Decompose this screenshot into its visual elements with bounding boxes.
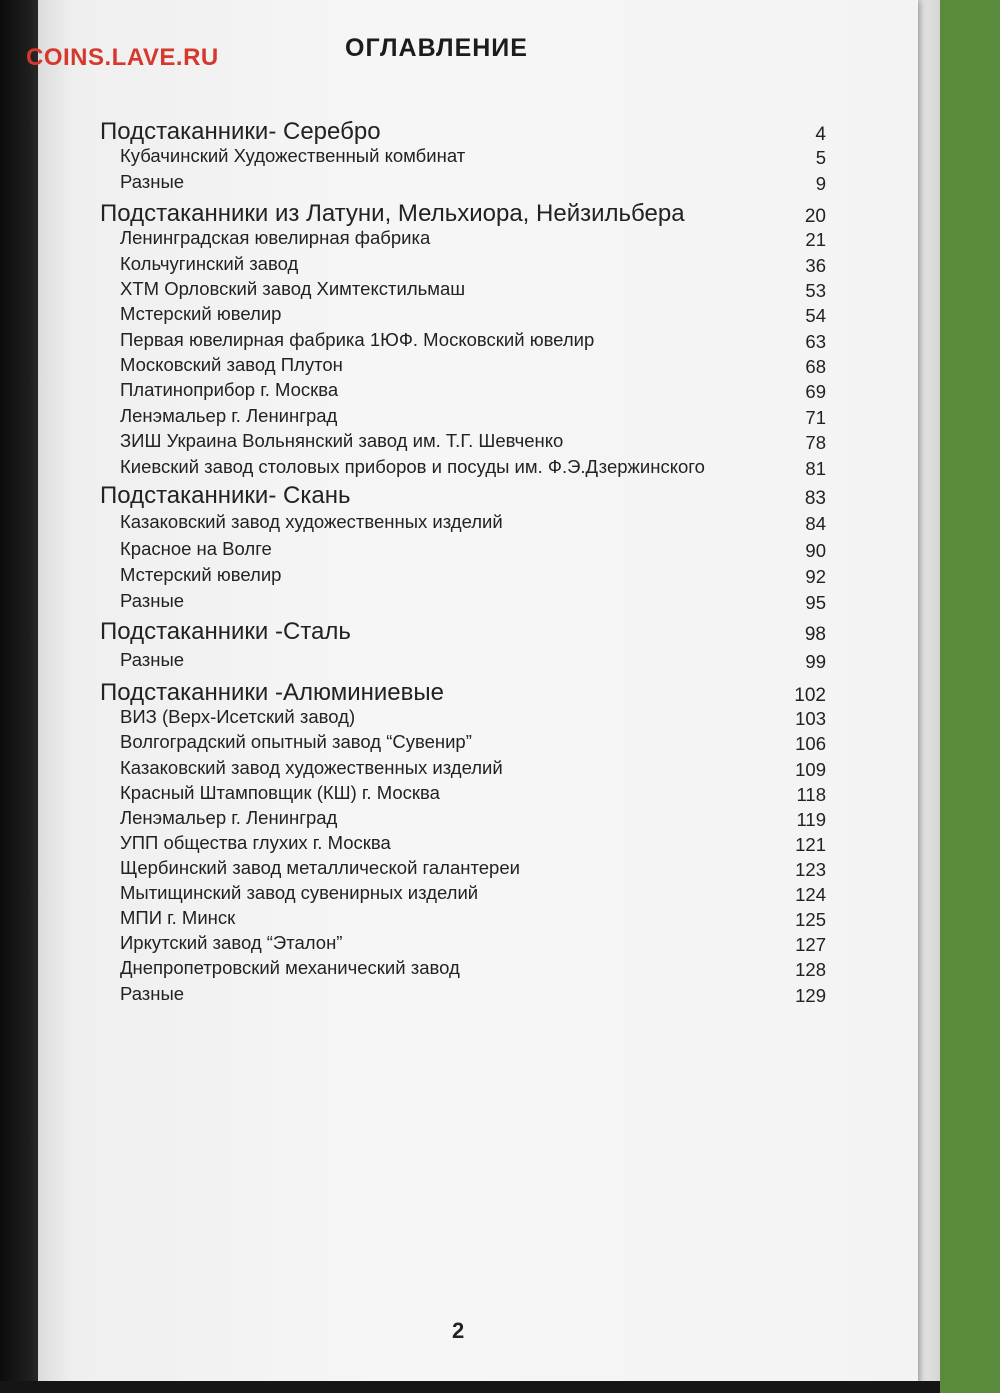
toc-entry-title: Казаковский завод художественных изделий (120, 511, 503, 532)
toc-page-number: 128 (795, 959, 826, 980)
toc-entry-title: Ленинградская ювелирная фабрика (120, 227, 431, 248)
toc-page-number: 21 (805, 229, 826, 250)
toc-entry-title: Кольчугинский завод (120, 253, 299, 274)
toc-page-number: 84 (805, 513, 826, 534)
toc-page-number: 83 (804, 488, 826, 509)
toc-page-number: 69 (805, 381, 826, 402)
toc-entry-title: Подстаканники -Алюминиевые (100, 679, 445, 706)
book-bottom-edge (0, 1381, 940, 1393)
toc-entry-title: Кубачинский Художественный комбинат (120, 145, 466, 166)
toc-section-heading (0, 618, 1000, 650)
toc-page-number: 9 (815, 173, 826, 194)
toc-entry (0, 983, 1000, 1012)
toc-entry-title: Казаковский завод художественных изделий (120, 757, 503, 778)
toc-entry-title: Московский завод Плутон (120, 354, 343, 375)
toc-page-number: 106 (795, 733, 826, 754)
toc-entry-title: Подстаканники- Скань (100, 482, 351, 509)
toc-entry-title: Красное на Волге (120, 538, 272, 559)
toc-entry-title: Днепропетровский механический завод (120, 957, 460, 978)
toc-page-number: 68 (805, 356, 826, 377)
toc-page-number: 129 (795, 985, 826, 1006)
toc-page-number: 53 (805, 280, 826, 301)
toc-page-number: 63 (805, 331, 826, 352)
toc-page-number: 90 (805, 540, 826, 561)
toc-entry-title: Ленэмальер г. Ленинград (120, 807, 338, 828)
toc-entry-title: ВИЗ (Верх-Исетский завод) (120, 706, 356, 727)
toc-page-number: 118 (796, 784, 826, 805)
toc-entry-title: УПП общества глухих г. Москва (120, 832, 391, 853)
toc-entry (0, 590, 1000, 619)
toc-page-number: 95 (805, 592, 826, 613)
toc-page-number: 125 (795, 909, 826, 930)
toc-page-number: 20 (804, 206, 826, 227)
toc-entry-title: Мытищинский завод сувенирных изделий (120, 882, 479, 903)
toc-entry-title: Разные (120, 171, 185, 192)
toc-entry-title: ХТМ Орловский завод Химтекстильмаш (120, 278, 466, 299)
toc-entry-title: Разные (120, 649, 185, 670)
toc-page-number: 92 (805, 566, 826, 587)
toc-entry-title: Красный Штамповщик (КШ) г. Москва (120, 782, 440, 803)
toc-page-number: 71 (805, 407, 826, 428)
toc-page-number: 98 (804, 624, 826, 645)
toc-entry-title: Щербинский завод металлической галантереи (120, 857, 520, 878)
toc-entry-title: Подстаканники -Сталь (100, 618, 351, 645)
toc-entry-title: Ленэмальер г. Ленинград (120, 405, 338, 426)
toc-entry-title: Первая ювелирная фабрика 1ЮФ. Московский ювелир (120, 329, 595, 350)
toc-entry-title: Иркутский завод “Эталон” (120, 932, 343, 953)
toc-entry-title: Разные (120, 983, 185, 1004)
toc-entry-title: Киевский завод столовых приборов и посуды им. Ф.Э.Дзержинского (120, 456, 705, 477)
toc-page-number: 36 (805, 255, 826, 276)
toc-page-number: 102 (794, 685, 826, 706)
toc-entry-title: Мстерский ювелир (120, 303, 282, 324)
toc-page-number: 124 (795, 884, 826, 905)
toc-page-number: 5 (815, 147, 826, 168)
toc-entry-title: Мстерский ювелир (120, 564, 282, 585)
toc-entry-title: Подстаканники- Серебро (100, 118, 381, 145)
toc-page-number: 109 (795, 759, 826, 780)
toc-entry-title: Волгоградский опытный завод “Сувенир” (120, 731, 472, 752)
toc-entry-title: МПИ г. Минск (120, 907, 236, 928)
toc-entry (0, 649, 1000, 678)
toc-page-number: 103 (795, 708, 826, 729)
toc-entry-title: Подстаканники из Латуни, Мельхиора, Нейзильбера (100, 200, 685, 227)
toc-entry (0, 171, 1000, 200)
page-title: ОГЛАВЛЕНИЕ (345, 34, 528, 62)
toc-page-number: 4 (815, 124, 826, 145)
toc-page-number: 123 (795, 859, 826, 880)
watermark: COINS.LAVE.RU (26, 44, 219, 71)
toc-entry-title: Разные (120, 590, 185, 611)
toc-page-number: 119 (796, 809, 826, 830)
toc-page-number: 54 (805, 305, 826, 326)
toc-page-number: 127 (795, 934, 826, 955)
toc-page-number: 78 (805, 432, 826, 453)
toc-entry (0, 511, 1000, 540)
toc-page-number: 99 (805, 651, 826, 672)
toc-page-number: 81 (805, 458, 826, 479)
page-number: 2 (452, 1318, 465, 1343)
toc-entry-title: Платиноприбор г. Москва (120, 379, 339, 400)
toc-entry-title: ЗИШ Украина Вольнянский завод им. Т.Г. Шевченко (120, 430, 564, 451)
toc-page-number: 121 (795, 834, 826, 855)
